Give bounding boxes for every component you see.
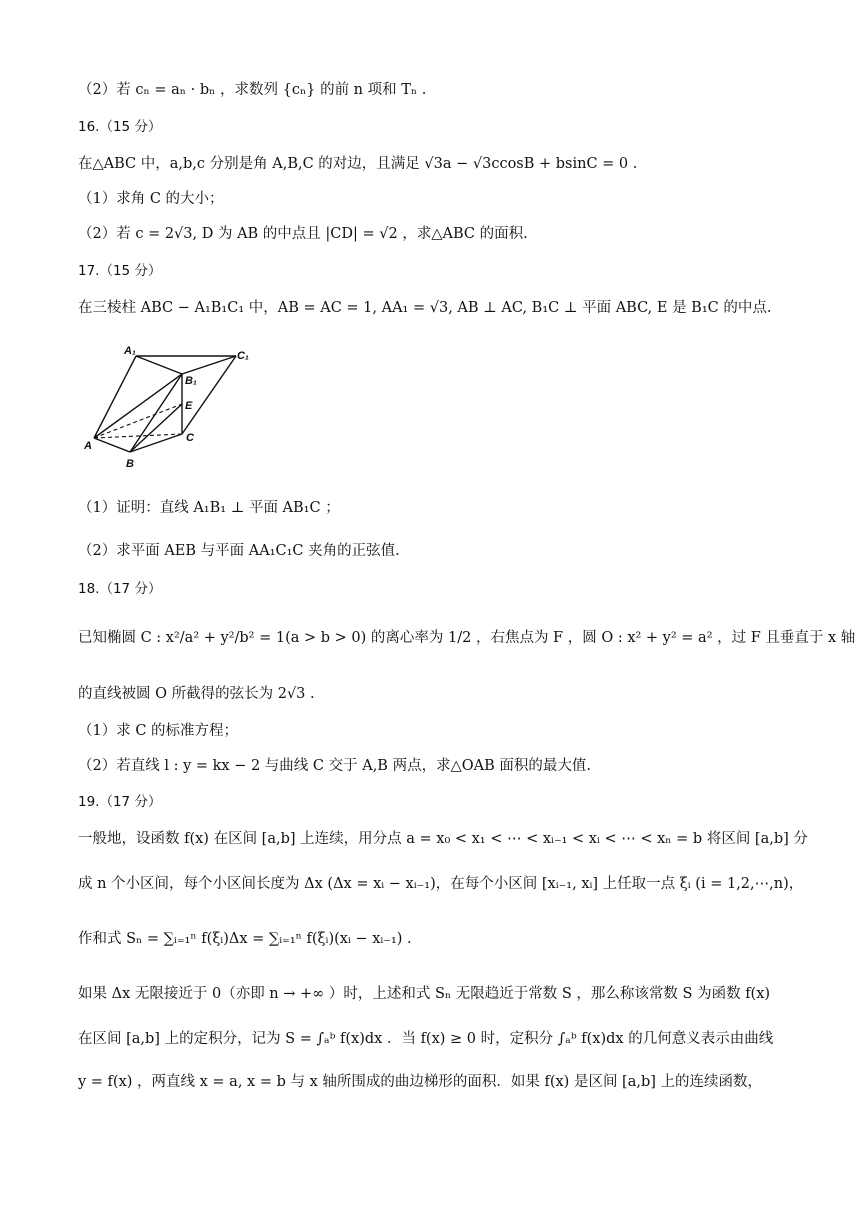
text-line: （1）证明：直线 A₁B₁ ⊥ 平面 AB₁C ； [78, 500, 340, 516]
text-line: 在△ABC 中，a,b,c 分别是角 A,B,C 的对边，且满足 √3a − √3ccosB + bsinC = 0 . [78, 156, 638, 172]
edge-B-B1 [130, 374, 182, 452]
text-line: 如果 Δx 无限接近于 0（亦即 n → +∞ ）时，上述和式 Sₙ 无限趋近于常数 S ，那么称该常数 S 为函数 f(x) [78, 986, 771, 1002]
question-number: 18.（17 分） [78, 581, 162, 597]
label-C: C [186, 432, 194, 444]
text-line: （2）若 cₙ = aₙ · bₙ ，求数列 {cₙ} 的前 n 项和 Tₙ . [78, 82, 427, 98]
edge-B1-C1 [182, 356, 236, 374]
text-line: 在三棱柱 ABC − A₁B₁C₁ 中，AB = AC = 1, AA₁ = √3, AB ⊥ AC, B₁C ⊥ 平面 ABC, E 是 B₁C 的中点. [78, 300, 772, 316]
text-line: 作和式 Sₙ = ∑ᵢ₌₁ⁿ f(ξᵢ)Δx = ∑ᵢ₌₁ⁿ f(ξᵢ)(xᵢ − xᵢ₋₁) . [78, 931, 412, 947]
edge-A-B1 [94, 374, 182, 438]
text-line: （2）若直线 l : y = kx − 2 与曲线 C 交于 A,B 两点，求△OAB 面积的最大值. [78, 758, 591, 774]
text-line: 的直线被圆 O 所截得的弦长为 2√3 . [78, 686, 315, 702]
question-number: 19.（17 分） [78, 794, 162, 810]
edge-B-C [130, 434, 182, 452]
edge-A-C-dashed [94, 434, 182, 438]
label-C1: C₁ [237, 350, 249, 362]
label-A: A [84, 440, 92, 452]
text-line: 一般地，设函数 f(x) 在区间 [a,b] 上连续，用分点 a = x₀ < x₁ < ⋯ < xᵢ₋₁ < xᵢ < ⋯ < xₙ = b 将区间 [a,b] 分 [78, 831, 808, 847]
label-B1: B₁ [185, 375, 197, 387]
edge-A-A1 [94, 356, 136, 438]
question-number: 17.（15 分） [78, 263, 162, 279]
label-A1: A₁ [124, 345, 136, 357]
text-line: 成 n 个小区间，每个小区间长度为 Δx (Δx = xᵢ − xᵢ₋₁)，在每个小区间 [xᵢ₋₁, xᵢ] 上任取一点 ξᵢ (i = 1,2,⋯,n)， [78, 876, 804, 892]
text-line: y = f(x) ，两直线 x = a, x = b 与 x 轴所围成的曲边梯形的面积．如果 f(x) 是区间 [a,b] 上的连续函数， [78, 1074, 763, 1090]
label-B: B [126, 458, 134, 470]
edge-A1-B1 [136, 356, 182, 374]
text-line: （2）若 c = 2√3, D 为 AB 的中点且 |CD| = √2 ，求△ABC 的面积. [78, 226, 528, 242]
text-line: （1）求 C 的标准方程； [78, 723, 239, 739]
edge-A-E-dashed [94, 404, 182, 438]
question-number: 16.（15 分） [78, 119, 162, 135]
label-E: E [185, 400, 193, 412]
text-line: 已知椭圆 C : x²/a² + y²/b² = 1(a > b > 0) 的离心率为 1/2 ，右焦点为 F ，圆 O : x² + y² = a² ，过 F 且垂直于 x 轴 [78, 630, 856, 646]
edge-B-E [130, 404, 182, 452]
edge-C1-C [182, 356, 236, 434]
prism-figure [84, 342, 264, 472]
text-line: （1）求角 C 的大小； [78, 191, 224, 207]
text-line: 在区间 [a,b] 上的定积分，记为 S = ∫ₐᵇ f(x)dx ．当 f(x) ≥ 0 时，定积分 ∫ₐᵇ f(x)dx 的几何意义表示由曲线 [78, 1031, 774, 1047]
text-line: （2）求平面 AEB 与平面 AA₁C₁C 夹角的正弦值. [78, 543, 400, 559]
edge-A-B [94, 438, 130, 452]
